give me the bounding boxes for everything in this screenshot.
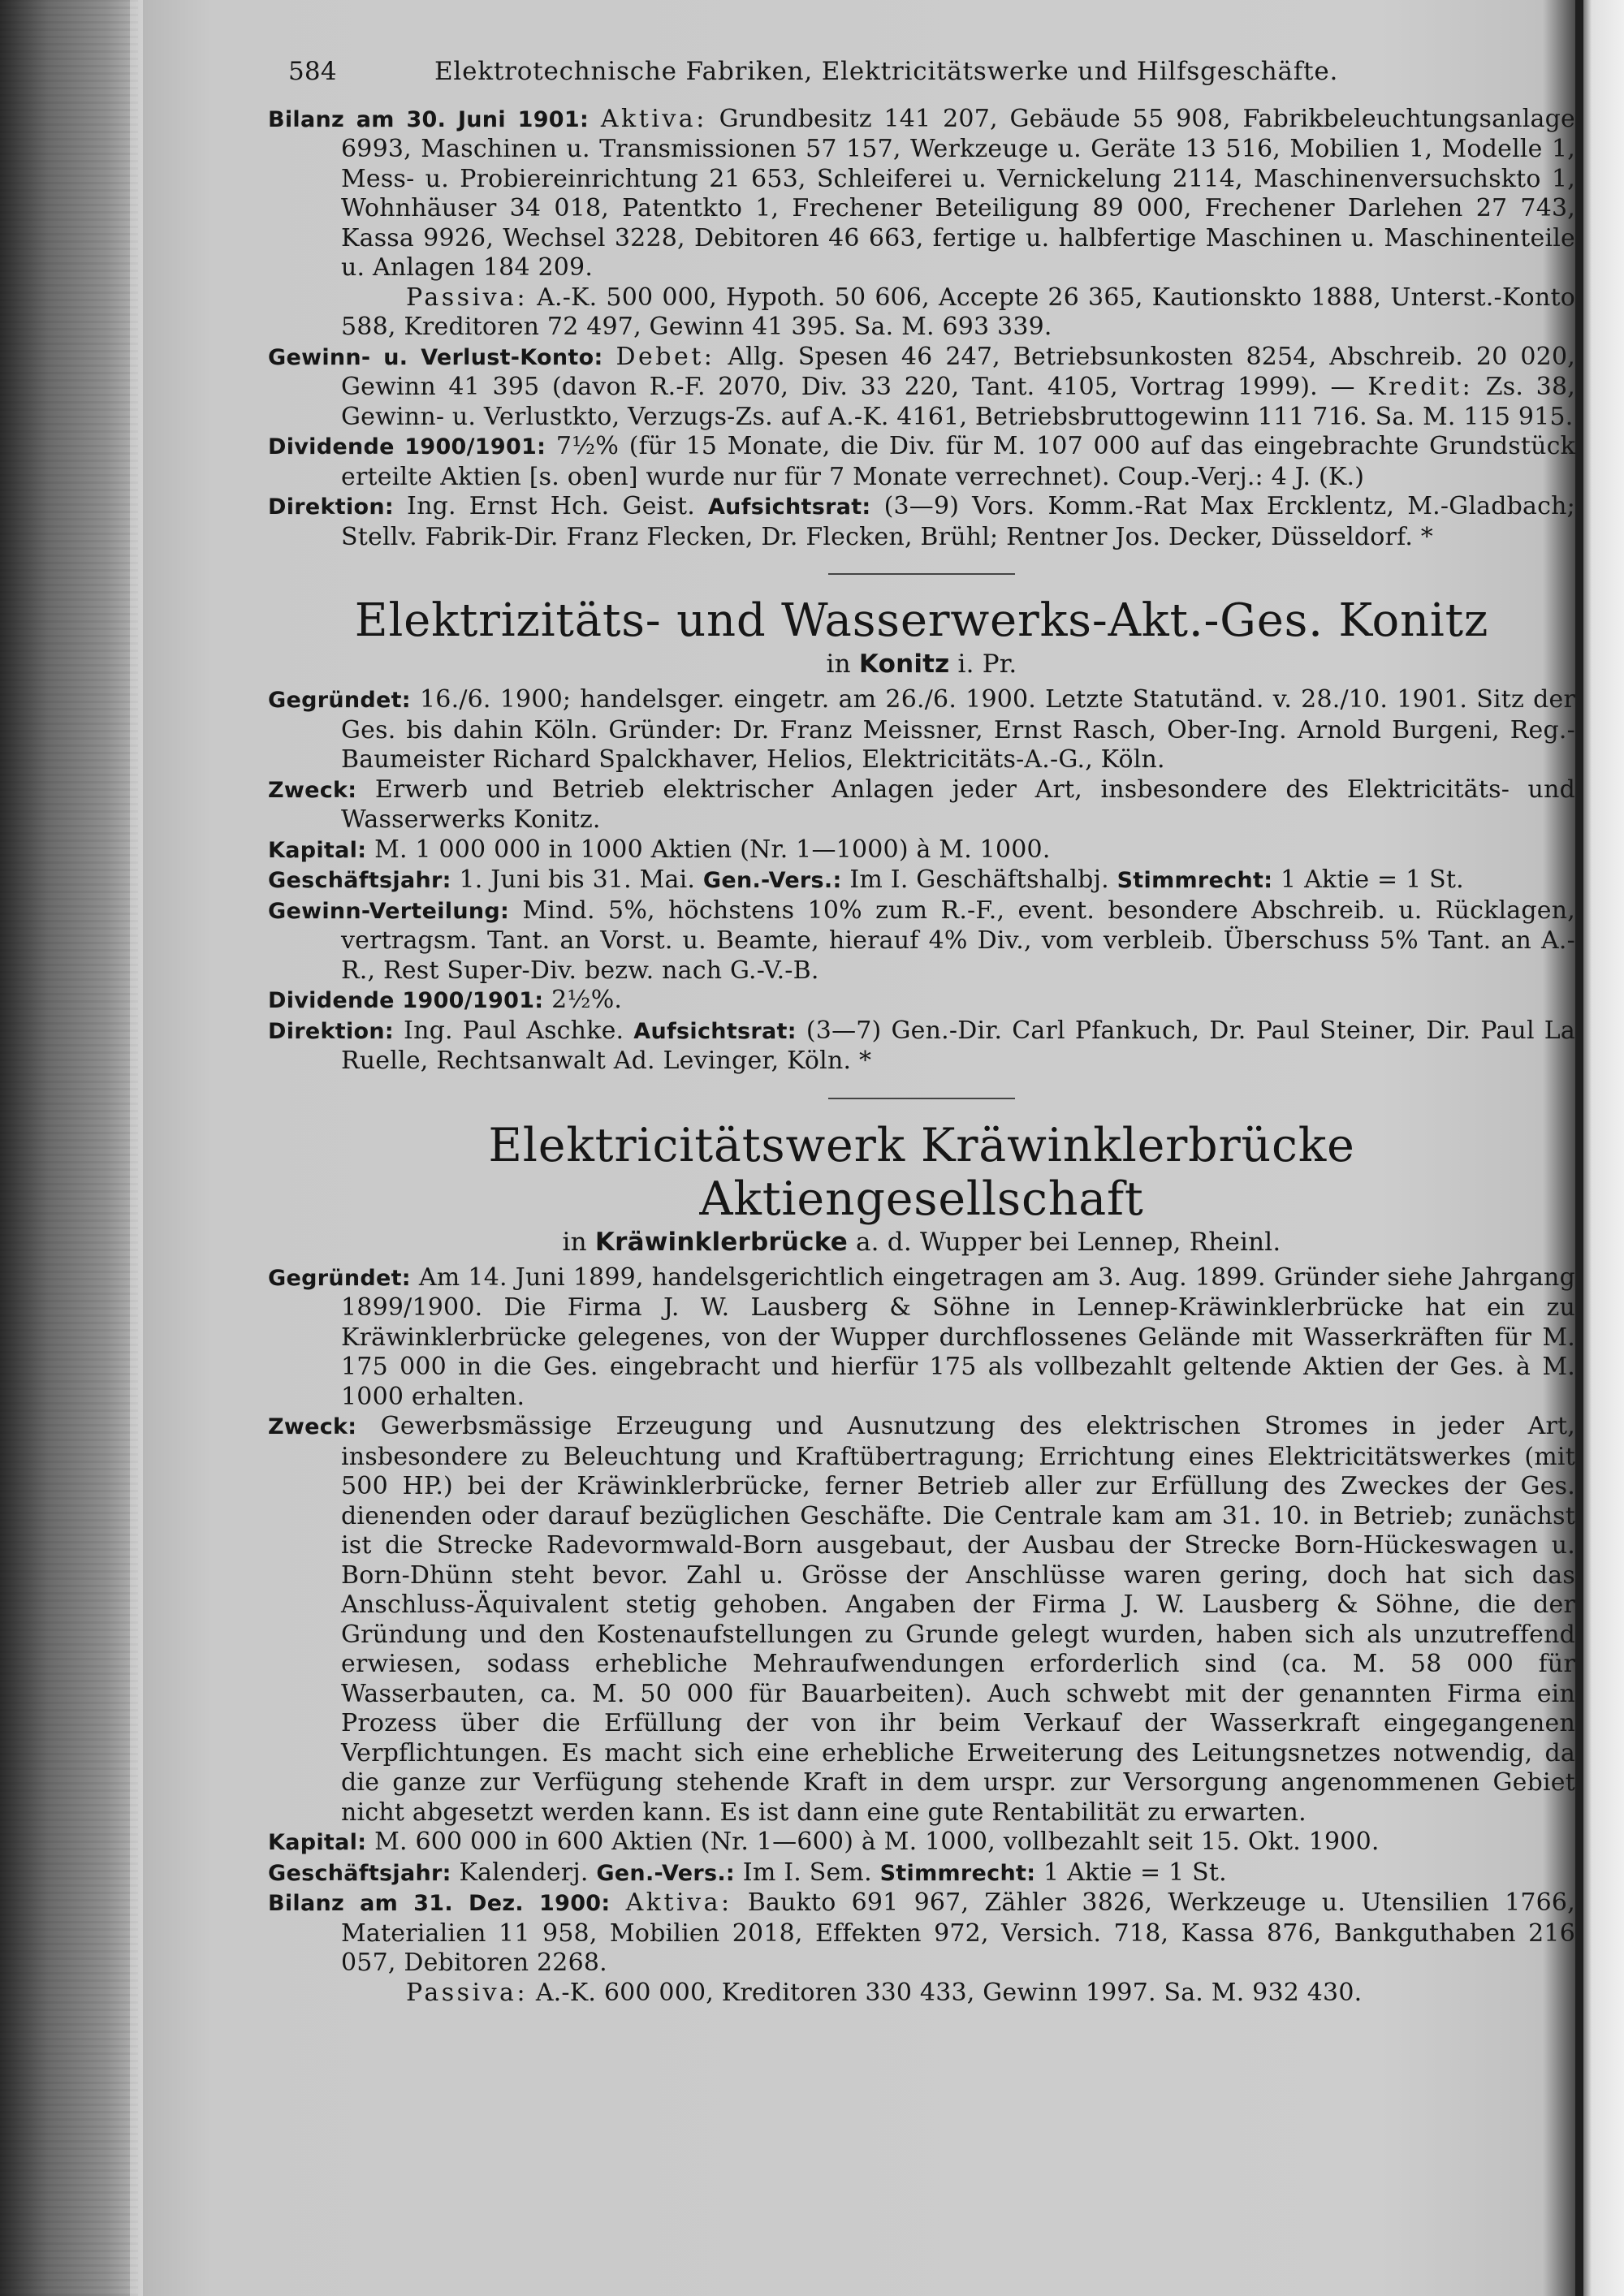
kraewinkler-location-prefix: in [562,1227,587,1257]
konitz-geschaeftsjahr [268,865,1575,896]
document-page [268,57,1575,2011]
page-header [268,57,1575,87]
prev-passiva [268,283,1575,343]
kraewinkler-bilanz [268,1888,1575,1979]
konitz-direktion-text: Ing. Paul Aschke. [404,1016,624,1045]
kraewinkler-genvers-text: Im I. Sem. [742,1858,872,1887]
prev-dividende-text: 7½% (für 15 Monate, die Div. für M. 107 000 auf das eingebrachte Grundstück erteilte Aktien [s. oben] wurde nur für 7 Monate verrechnet). Coup.-Verj.: 4 J. (K.) [341,432,1575,491]
prev-aufsichtsrat-label: Aufsichtsrat: [707,494,871,520]
konitz-zweck-label: Zweck: [268,777,357,803]
prev-guv-label: Gewinn- u. Verlust-Konto: [268,344,603,370]
kraewinkler-passiva-label: Passiva: [406,1978,529,2007]
prev-bilanz-label: Bilanz am 30. Juni 1901: [268,106,590,132]
kraewinkler-geschaeftsjahr-text: Kalenderj. [459,1858,589,1887]
kraewinkler-geschaeftsjahr-label: Geschäftsjahr: [268,1860,451,1886]
konitz-gegruendet-label: Gegründet: [268,688,411,713]
kraewinkler-passiva-text: A.-K. 600 000, Kreditoren 330 433, Gewinn 1997. Sa. M. 932 430. [535,1978,1363,2007]
prev-guv [268,343,1575,433]
prev-bilanz [268,105,1575,283]
prev-aktiva-label: Aktiva: [600,104,707,133]
prev-kredit-text: Zs. 38, Gewinn- u. Verlustkto, Verzugs-Zs. auf A.-K. 4161, Betriebsbruttogewinn 111 716. Sa. M. 115 915. [341,373,1575,431]
prev-passiva-text: A.-K. 500 000, Hypoth. 50 606, Accepte 26 365, Kautionskto 1888, Unterst.-Konto 588, Kreditoren 72 497, Gewinn 41 395. Sa. M. 693 339. [341,283,1575,341]
prev-aktiva-text: Grundbesitz 141 207, Gebäude 55 908, Fabrikbeleuchtungsanlage 6993, Maschinen u. Transmissionen 57 157, Werkzeuge u. Geräte 13 516, Mobilien 1, Modelle 1, Mess- u. Probiereinrichtung 21 653, Schleiferei u. Vernickelung 2114, Maschinenversuchskto 1, Wohnhäuser 34 018, Patentkto 1, Frechener Beteiligung 89 000, Frechener Darlehen 27 743, Kassa 9926, Wechsel 3228, Debitoren 46 663, fertige u. halbfertige Maschinen u. Maschinenteile u. Anlagen 184 209. [341,104,1575,282]
spine-highlight [130,0,143,2296]
konitz-stimmrecht-label: Stimmrecht: [1116,868,1273,893]
book-spine [0,0,138,2296]
kraewinkler-geschaeftsjahr [268,1858,1575,1889]
prev-direktion-label: Direktion: [268,494,394,520]
kraewinkler-location [268,1226,1575,1258]
kraewinkler-gegruendet-text: Am 14. Juni 1899, handelsgerichtlich eingetragen am 3. Aug. 1899. Gründer siehe Jahrgang 1899/1900. Die Firma J. W. Lausberg & Söhne in Lennep-Kräwinklerbrücke hat ein zu Kräwinklerbrücke gelegenes, von der Wupper durchflossenes Gelände mit Wasserkräften für M. 175 000 in die Ges. eingebracht und hierfür 175 als vollbezahlt geltende Aktien der Ges. à M. 1000 erhalten. [341,1262,1575,1411]
kraewinkler-location-suffix: a. d. Wupper bei Lennep, Rheinl. [856,1227,1281,1257]
konitz-geschaeftsjahr-label: Geschäftsjahr: [268,868,451,893]
konitz-stimmrecht-text: 1 Aktie = 1 St. [1281,865,1464,894]
page-number: 584 [288,57,337,86]
kraewinkler-gegruendet [268,1263,1575,1413]
kraewinkler-location-city: Kräwinklerbrücke [594,1227,848,1257]
section-divider [828,573,1015,575]
kraewinkler-stimmrecht-label: Stimmrecht: [879,1860,1036,1886]
prev-dividende-label: Dividende 1900/1901: [268,434,546,460]
konitz-location-suffix: i. Pr. [957,650,1017,679]
prev-direktion-text: Ing. Ernst Hch. Geist. [407,492,695,520]
kraewinkler-kapital-text: M. 600 000 in 600 Aktien (Nr. 1—600) à M. 1000, vollbezahlt seit 15. Okt. 1900. [374,1828,1380,1856]
konitz-aufsichtsrat-label: Aufsichtsrat: [633,1018,797,1044]
kraewinkler-aktiva-label: Aktiva: [625,1888,732,1917]
konitz-direktion [268,1016,1575,1077]
konitz-aufsichtsrat-text: (3—7) Gen.-Dir. Carl Pfankuch, Dr. Paul Steiner, Dir. Paul La Ruelle, Rechtsanwalt Ad. Levinger, Köln. * [341,1016,1575,1075]
kraewinkler-kapital-label: Kapital: [268,1830,367,1855]
company-prev-section [268,105,1575,553]
section-divider [828,1098,1015,1099]
prev-aufsichtsrat-text: (3—9) Vors. Komm.-Rat Max Ercklentz, M.-Gladbach; Stellv. Fabrik-Dir. Franz Flecken, Dr. Flecken, Brühl; Rentner Jos. Decker, Düsseldorf. * [341,492,1575,551]
kraewinkler-zweck [268,1412,1575,1828]
prev-direktion [268,492,1575,552]
kraewinkler-genvers-label: Gen.-Vers.: [596,1860,736,1886]
konitz-kapital-label: Kapital: [268,837,367,863]
running-title: Elektrotechnische Fabriken, Elektricitätswerke und Hilfsgeschäfte. [434,57,1339,86]
konitz-kapital-text: M. 1 000 000 in 1000 Aktien (Nr. 1—1000) à M. 1000. [374,835,1051,864]
konitz-gegruendet [268,685,1575,775]
konitz-location-city: Konitz [858,650,950,679]
kraewinkler-zweck-text: Gewerbsmässige Erzeugung und Ausnutzung des elektrischen Stromes in jeder Art, insbesondere zu Beleuchtung und Kraftübertragung; Errichtung eines Elektricitätswerkes (mit 500 HP.) bei der Kräwinklerbrücke, ferner Betrieb aller zur Erfüllung des Zweckes der Ges. dienenden oder darauf bezüglichen Geschäfte. Die Centrale kam am 31. 10. in Betrieb; zunächst ist die Strecke Radevormwald-Born ausgebaut, der Ausbau der Strecke Born-Hückeswagen u. Born-Dhünn steht bevor. Zahl u. Grösse der Anschlüsse waren gering, doch hat sich das Anschluss-Äquivalent stetig gehoben. Angaben der Firma J. W. Lausberg & Söhne, die der Gründung und den Kostenaufstellungen zu Grunde gelegt wurden, haben sich als unzutreffend erwiesen, sodass erhebliche Mehraufwendungen erforderlich sind (ca. M. 58 000 für Wasserbauten, ca. M. 50 000 für Bauarbeiten). Auch schwebt mit der genannten Firma ein Prozess über die Erfüllung der von ihr beim Verkauf der Wasserkraft eingegangenen Verpflichtungen. Es macht sich eine erhebliche Erweiterung des Leitungsnetzes notwendig, da die ganze zur Verfügung stehende Kraft in dem urspr. zur Versorgung angenommenen Gebiet nicht abgesetzt werden kann. Es ist dann eine gute Rentabilität zu erwarten. [341,1412,1575,1827]
prev-debet-label: Debet: [615,342,715,371]
kraewinkler-gegruendet-label: Gegründet: [268,1265,411,1291]
prev-kredit-label: Kredit: [1367,373,1474,401]
konitz-location-prefix: in [826,650,851,679]
prev-debet-text: Allg. Spesen 46 247, Betriebsunkosten 8254, Abschreib. 20 020, Gewinn 41 395 (davon R.-F. 2070, Div. 33 220, Tant. 4105, Vortrag 1999). — [341,342,1575,401]
prev-dividende [268,432,1575,492]
konitz-gegruendet-text: 16./6. 1900; handelsger. eingetr. am 26./6. 1900. Letzte Statutänd. v. 28./10. 1901. Sitz der Ges. bis dahin Köln. Gründer: Dr. Franz Meissner, Ernst Rasch, Ober-Ing. Arnold Burgeni, Reg.-Baumeister Richard Spalckhaver, Helios, Elektricitäts-A.-G., Köln. [341,685,1575,774]
konitz-dividende [268,986,1575,1016]
konitz-genvers-text: Im I. Geschäftshalbj. [849,865,1109,894]
company-konitz-section [268,594,1575,1077]
konitz-gewinnverteilung-text: Mind. 5%, höchstens 10% zum R.-F., event. besondere Abschreib. u. Rücklagen, vertragsm. Tant. an Vorst. u. Beamte, hierauf 4% Div., vom verbleib. Überschuss 5% Tant. an A.-R., Rest Super-Div. bezw. nach G.-V.-B. [341,896,1575,985]
kraewinkler-stimmrecht-text: 1 Aktie = 1 St. [1043,1858,1227,1887]
konitz-gewinnverteilung-label: Gewinn-Verteilung: [268,898,510,924]
kraewinkler-kapital [268,1828,1575,1858]
kraewinkler-aktiva-text: Baukto 691 967, Zähler 3826, Werkzeuge u. Utensilien 1766, Materialien 11 958, Mobilien 2018, Effekten 972, Versich. 718, Kassa 876, Bankguthaben 216 057, Debitoren 2268. [341,1888,1575,1977]
konitz-location [268,648,1575,680]
konitz-dividende-label: Dividende 1900/1901: [268,988,544,1013]
kraewinkler-title: Elektricitätswerk Kräwinklerbrücke Aktiengesellschaft [488,1118,1355,1226]
konitz-zweck-text: Erwerb und Betrieb elektrischer Anlagen jeder Art, insbesondere des Elektricitäts- und Wasserwerks Konitz. [341,775,1575,834]
konitz-zweck [268,775,1575,835]
kraewinkler-zweck-label: Zweck: [268,1414,357,1439]
kraewinkler-bilanz-label: Bilanz am 31. Dez. 1900: [268,1891,611,1916]
konitz-gewinnverteilung [268,896,1575,986]
konitz-title: Elektrizitäts- und Wasserwerks-Akt.-Ges. Konitz [354,594,1489,647]
konitz-direktion-label: Direktion: [268,1018,394,1044]
page-edge-shadow [1575,0,1583,2296]
kraewinkler-passiva [268,1979,1575,2009]
konitz-kapital [268,835,1575,866]
konitz-dividende-text: 2½%. [551,986,623,1014]
prev-passiva-label: Passiva: [406,283,529,312]
company-kraewinkler-section [268,1119,1575,2009]
konitz-genvers-label: Gen.-Vers.: [702,868,842,893]
konitz-geschaeftsjahr-text: 1. Juni bis 31. Mai. [459,865,696,894]
